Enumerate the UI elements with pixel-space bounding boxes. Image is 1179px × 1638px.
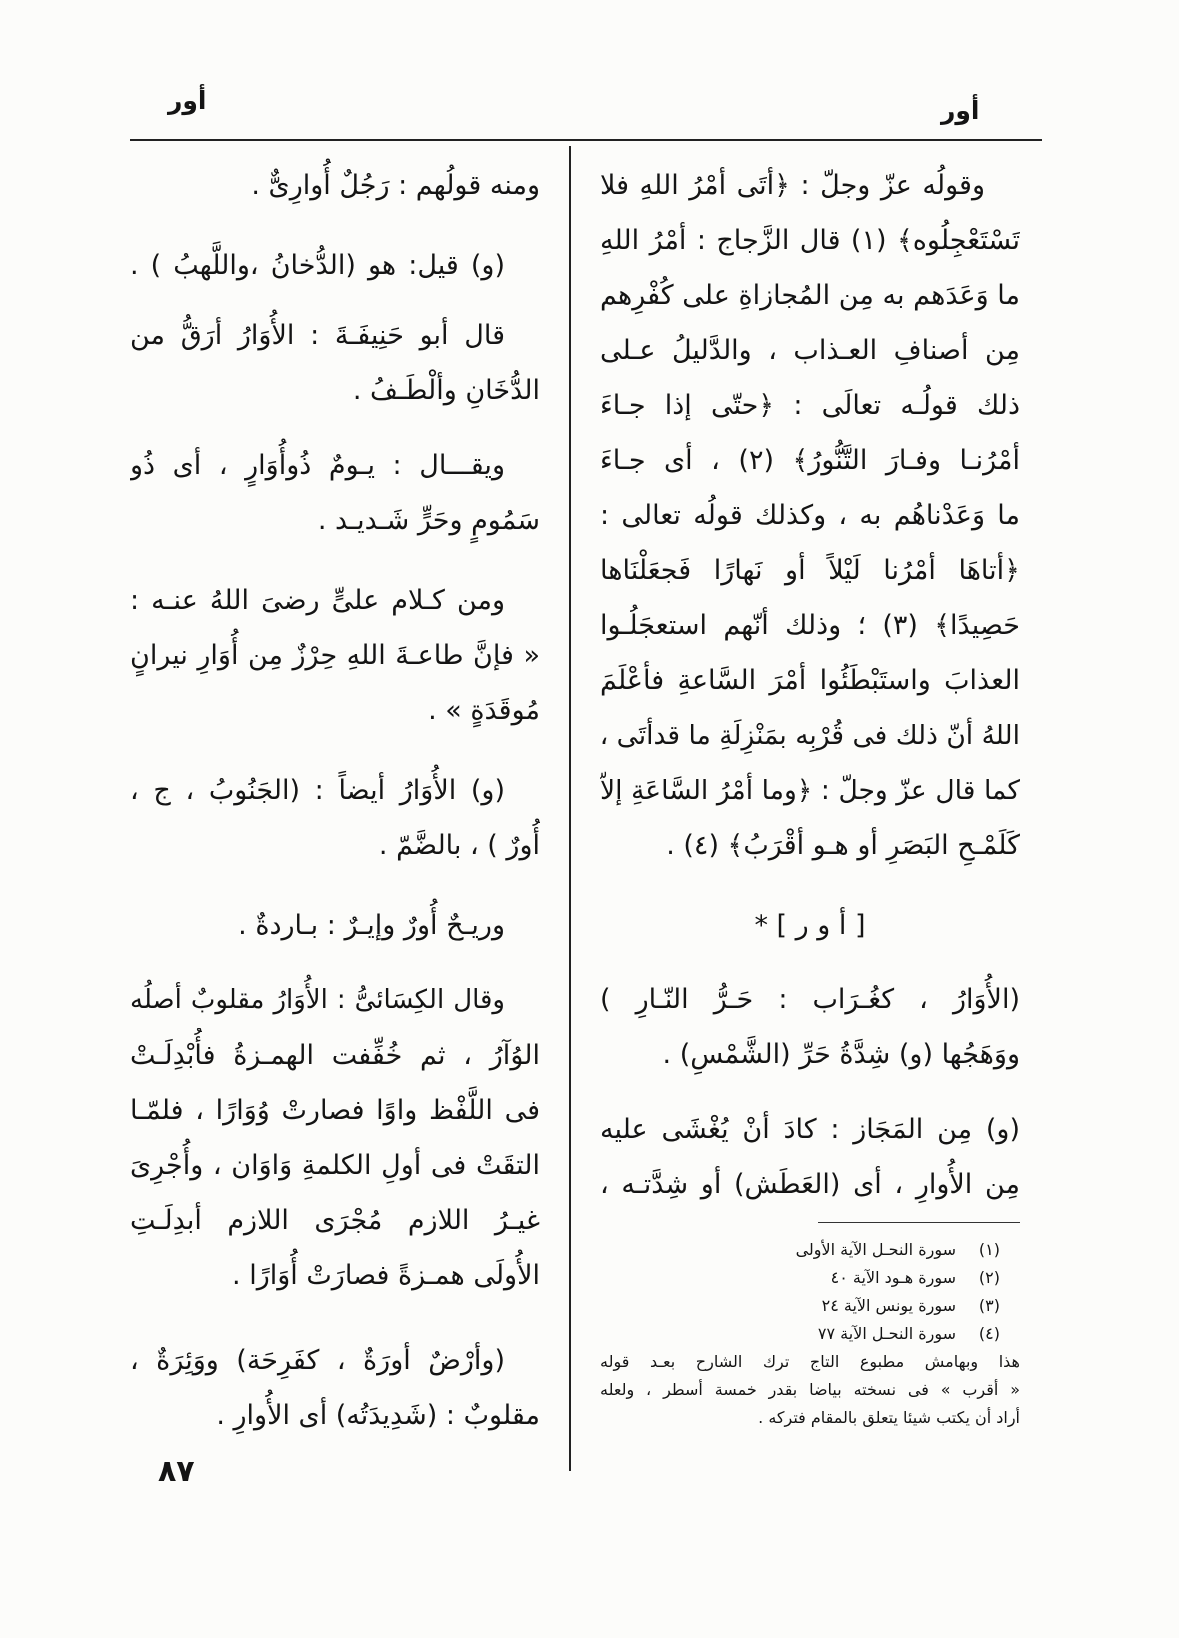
running-head-right: أور: [941, 96, 980, 125]
entry-heading-root: [ أ و ر ] *: [754, 910, 866, 941]
entry-heading: [600, 898, 1020, 953]
footnote: [600, 1236, 1020, 1264]
footnote-number: (١): [978, 1240, 1000, 1259]
footnote-note-line: أراد أن يكتب شيئا يتعلق بالمقام فتركه .: [758, 1408, 1020, 1427]
text-line: العذابَ واستَبْطَئُوا أمْرَ السَّاعةِ فأعْلَمَ: [600, 665, 1020, 696]
left-paragraph: [130, 158, 540, 213]
text-line: مقلوبٌ : (شَدِيدَتُه) أى الأُوارِ .: [216, 1400, 540, 1431]
footnote-number: (٢): [978, 1268, 1000, 1287]
footnotes: [600, 1236, 1020, 1432]
column-divider: [569, 146, 571, 1471]
footnote-text: سورة النحـل الآية ٧٧: [817, 1324, 956, 1343]
footnote-note-line: هذا وبهامش مطبوع التاج ترك الشارح بعـد قوله: [600, 1352, 1020, 1371]
text-line: ما وَعَدَهم به مِن المُجازاةِ على كُفْرِهم: [600, 280, 1020, 311]
left-paragraph: [130, 1333, 540, 1443]
text-line: مِن أصنافِ العـذاب ، والدَّليلُ عـلى: [600, 335, 1020, 366]
left-paragraph: [130, 308, 540, 418]
text-line: أمْرُنـا وفـارَ التَّنُّورُ﴾ (٢) ، أى جـاءَ: [600, 445, 1020, 476]
text-line: الوُآرُ ، ثم خُفِّفت الهمـزةُ فأُبْدِلَـتْ: [130, 1040, 540, 1071]
text-line: ذلك قولُـه تعالَى : ﴿حتّى إذا جـاءَ: [600, 390, 1020, 421]
text-line: ويقـــال : يـومٌ ذُوأُوَارٍ ، أى ذُو: [130, 450, 505, 481]
footnote-text: سورة النحـل الآية الأولى: [795, 1240, 956, 1259]
text-line: وقولُه عزّ وجلّ : ﴿أتَى أمْرُ اللهِ فلا: [600, 170, 985, 201]
right-paragraph-figurative: [600, 1102, 1020, 1212]
footnote-text: سورة يونس الآية ٢٤: [821, 1296, 956, 1315]
text-line: (و) الأُوَارُ أيضاً : (الجَنُوبُ ، ج ،: [130, 775, 505, 806]
text-line: « فإنَّ طاعـةَ اللهِ حِرْزٌ مِن أُوَارِ نيرانٍ: [130, 640, 540, 671]
text-line: ما وَعَدْناهُم به ، وكذلك قولُه تعالى :: [600, 500, 1020, 531]
text-line: فى اللَّفْظ واوًا فصارتْ وُوَارًا ، فلمّـا: [130, 1095, 540, 1126]
header-rule: [130, 139, 1042, 141]
text-line: أُورٌ ) ، بالضَّمّ .: [378, 830, 540, 861]
text-line: اللهُ أنّ ذلك فى قُرْبِه بمَنْزِلَةِ ما قدأتَى ،: [600, 720, 1020, 751]
left-paragraph: [130, 973, 540, 1303]
text-line: كَلَمْـحِ البَصَرِ أو هـو أقْرَبُ﴾ (٤) .: [666, 830, 1020, 861]
footnote-number: (٤): [978, 1324, 1000, 1343]
text-line: قال أبو حَنِيفَـةَ : الأُوَارُ أرَقُّ من: [130, 320, 505, 351]
text-line: تَسْتَعْجِلُوه﴾ (١) قال الزَّجاج : أمْرُ اللهِ: [600, 225, 1020, 256]
right-paragraph-quran-commentary: [600, 158, 1020, 873]
text-line: (وأرْضٌ أورَةٌ ، كفَرِحَة) ووَئِرَةٌ ،: [130, 1345, 505, 1376]
left-paragraph: [130, 898, 540, 953]
text-line: ووَهَجُها (و) شِدَّةُ حَرِّ (الشَّمْسِ) .: [662, 1039, 1020, 1070]
text-line: الأُولَى همـزةً فصارَتْ أُوَارًا .: [232, 1260, 540, 1291]
text-line: كما قال عزّ وجلّ : ﴿وما أمْرُ السَّاعَةِ إلاّ: [600, 775, 1020, 806]
text-line: التقَتْ فى أولِ الكلمةِ وَاوَان ، وأُجْرِىَ: [130, 1150, 540, 1181]
text-line: (الأُوَارُ ، كغُـرَاب : حَـرُّ النّـارِ ): [600, 984, 1020, 1015]
footnote: [600, 1320, 1020, 1348]
text-line: حَصِيدًا﴾ (٣) ؛ وذلك أنّهم استعجَلُـوا: [600, 610, 1020, 641]
footnote-note-line: « أقرب » فى نسخته بياضا بقدر خمسة أسطر ، ولعله: [600, 1380, 1020, 1399]
footnote-text: سورة هـود الآية ٤٠: [830, 1268, 956, 1287]
text-line: مِن الأُوارِ ، أى (العَطَش) أو شِدَّتـه ،: [600, 1169, 1020, 1200]
text-line: سَمُومٍ وحَرٍّ شَـديـد .: [317, 505, 540, 536]
text-line: وريـحٌ أُورٌ وإيـرٌ : بـاردةٌ .: [238, 910, 505, 941]
text-line: الدُّخَانِ وألْطَـفُ .: [352, 375, 540, 406]
text-line: (و) قيل: هو (الدُّخانُ ،واللَّهبُ ) .: [130, 250, 505, 281]
text-line: وقال الكِسَائىُّ : الأُوَارُ مقلوبٌ أصلُه: [130, 985, 505, 1015]
left-paragraph: [130, 763, 540, 873]
footnote-number: (٣): [978, 1296, 1000, 1315]
text-line: ﴿أتاهَا أمْرُنا لَيْلاً أو نَهارًا فَجعَلْنَاها: [600, 555, 1020, 586]
footnote-rule: [818, 1222, 1020, 1223]
text-line: ومنه قولُهم : رَجُلٌ أُوارِىٌّ .: [251, 170, 540, 201]
left-paragraph: [130, 573, 540, 738]
right-paragraph-definition: [600, 972, 1020, 1082]
running-head-left: أور: [168, 86, 207, 115]
left-paragraph: [130, 238, 540, 293]
page-number: ٨٧: [158, 1454, 195, 1489]
left-paragraph: [130, 438, 540, 548]
footnote: [600, 1264, 1020, 1292]
text-line: (و) مِن المَجَاز : كادَ أنْ يُغْشَى عليه: [600, 1114, 1020, 1145]
text-line: مُوقَدَةٍ » .: [428, 695, 540, 726]
text-line: ومن كـلام علىٍّ رضىَ اللهُ عنـه :: [130, 585, 505, 616]
text-line: غيـرُ اللازم مُجْرَى اللازم أبدِلَـتِ: [130, 1205, 540, 1236]
footnote: [600, 1292, 1020, 1320]
